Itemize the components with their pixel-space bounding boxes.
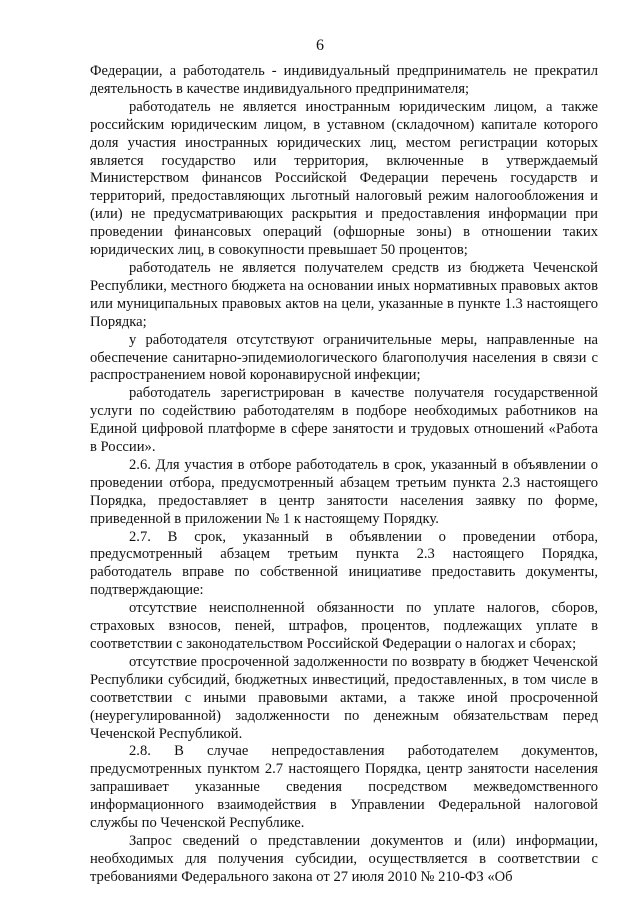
paragraph: работодатель не является иностранным юридическим лицом, а также российским юридическим лицом, в уставном (складочном) капитале которого доля участия иностранных юридических лиц, местом регистрации которых является государство или территория, включенные в утверждаемый Министерством финансов Российской Федерации перечень государств и территорий, предоставляющих льготный налоговый режим налогообложения и (или) не предусматривающих раскрытия и предоставления информации при проведении финансовых операций (офшорные зоны) в отношении таких юридических лиц, в совокупности превышает 50 процентов; [90,98,598,259]
paragraph: отсутствие неисполненной обязанности по уплате налогов, сборов, страховых взносов, пеней, штрафов, процентов, подлежащих уплате в соответствии с законодательством Российской Федерации о налогах и сборах; [90,600,598,652]
paragraph: работодатель зарегистрирован в качестве получателя государственной услуги по содействию работодателям в подборе необходимых работников на Единой цифровой платформе в сфере занятости и трудовых отношений «Работа в России». [90,385,598,456]
paragraph: 2.6. Для участия в отборе работодатель в срок, указанный в объявлении о проведении отбора, предусмотренный абзацем третьим пункта 2.3 настоящего Порядка, предоставляет в центр занятости населения заявку по форме, приведенной в приложении № 1 к настоящему Порядку. [90,456,598,527]
paragraph: Запрос сведений о представлении документов и (или) информации, необходимых для получения субсидии, осуществляется в соответствии с требованиями Федерального закона от 27 июля 2010 № 210-ФЗ «Об [90,832,598,885]
paragraph: 2.8. В случае непредоставления работодателем документов, предусмотренных пунктом 2.7 настоящего Порядка, центр занятости населения запрашивает указанные сведения посредством межведомственного информационного взаимодействия в Управлении Федеральной налоговой службы по Чеченской Республике. [90,743,598,832]
paragraph: Федерации, а работодатель - индивидуальный предприниматель не прекратил деятельность в качестве индивидуального предпринимателя; [90,63,598,97]
paragraph: 2.7. В срок, указанный в объявлении о проведении отбора, предусмотренный абзацем третьим пункта 2.3 настоящего Порядка, работодатель вправе по собственной инициативе предоставить документы, подтверждающие: [90,528,598,599]
paragraph: работодатель не является получателем средств из бюджета Чеченской Республики, местного бюджета на основании иных нормативных правовых актов или муниципальных правовых актов на цели, указанные в пункте 1.3 настоящего Порядка; [90,259,598,330]
paragraph: отсутствие просроченной задолженности по возврату в бюджет Чеченской Республики субсидий, бюджетных инвестиций, предоставленных, в том числе в соответствии с иными правовыми актами, а также иной просроченной (неурегулированной) задолженности по денежным обязательствам перед Чеченской Республикой. [90,653,598,742]
page-number: 6 [316,37,324,54]
paragraph: у работодателя отсутствуют ограничительные меры, направленные на обеспечение санитарно-эпидемиологического благополучия населения в связи с распространением новой коронавирусной инфекции; [90,331,598,384]
document-body [90,63,598,887]
